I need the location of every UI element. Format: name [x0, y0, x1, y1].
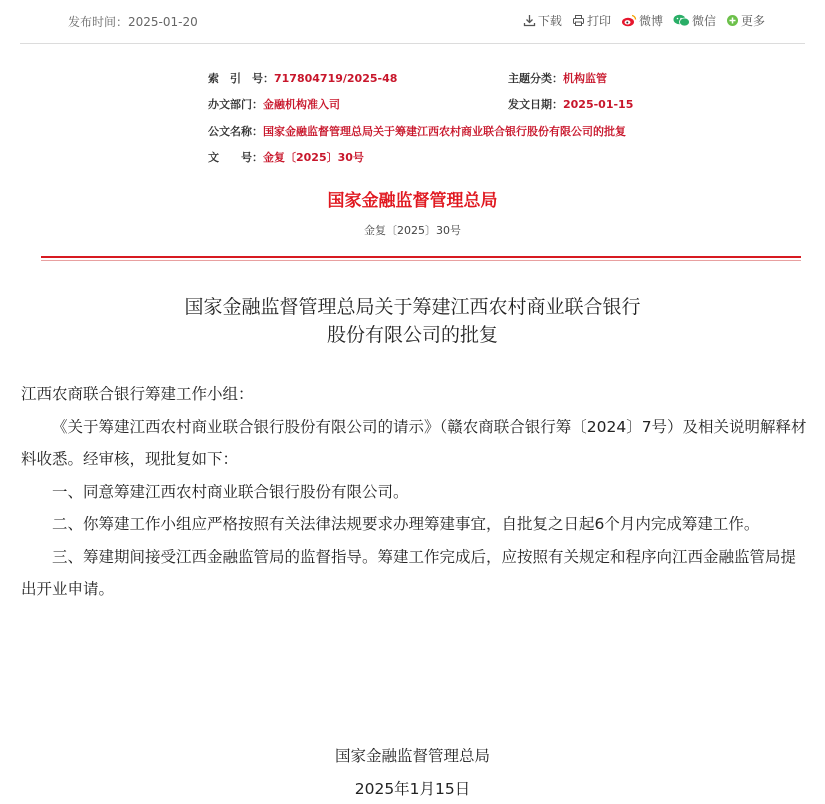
meta-docno-label: 文 号：: [208, 151, 263, 164]
weibo-share-button[interactable]: [621, 12, 663, 29]
meta-index-label: 索 引 号：: [208, 72, 274, 85]
issuer-heading: 国家金融监督管理总局: [327, 191, 498, 211]
title-line-2: 股份有限公司的批复: [326, 324, 498, 346]
body-paragraph-4: 三、筹建期间接受江西金融监管局的监督指导。筹建工作完成后，应按照有关规定和程序向江西金融监管局提出开业申请。: [21, 547, 797, 598]
meta-category-label: 主题分类：: [508, 72, 563, 85]
body-paragraph-1: 《关于筹建江西农村商业联合银行股份有限公司的请示》（赣农商联合银行筹〔2024〕7号）及相关说明解释材料收悉。经审核，现批复如下：: [21, 417, 807, 468]
meta-dept-label: 办文部门：: [208, 98, 263, 111]
meta-docno-row: [208, 149, 364, 165]
title-line-1: 国家金融监督管理总局关于筹建江西农村商业联合银行: [184, 296, 641, 318]
document-title: [0, 293, 825, 349]
weibo-icon: [621, 14, 637, 27]
plus-circle-icon: [726, 14, 739, 27]
download-button[interactable]: [523, 12, 562, 29]
document-body: [21, 378, 807, 606]
body-paragraph-3: 二、你筹建工作小组应严格按照有关法律法规要求办理筹建事宜，自批复之日起6个月内完成筹建工作。: [52, 515, 760, 533]
wechat-label: 微信: [691, 14, 716, 28]
meta-dept-row: [208, 96, 340, 112]
meta-name-label: 公文名称：: [208, 125, 263, 138]
meta-index-row: [208, 70, 397, 86]
meta-date-label: 发文日期：: [508, 98, 563, 111]
signature-date: 2025年1月15日: [354, 780, 471, 798]
download-label: 下载: [537, 14, 562, 28]
meta-category-row: [508, 70, 607, 86]
download-icon: [523, 14, 536, 27]
meta-date-row: [508, 96, 633, 112]
share-toolbar: [523, 12, 765, 29]
printer-icon: [572, 14, 585, 27]
meta-dept-value: 金融机构准入司: [263, 98, 340, 111]
signature-org: 国家金融监督管理总局: [334, 747, 490, 765]
top-bar: [20, 0, 805, 44]
body-paragraph-2: 一、同意筹建江西农村商业联合银行股份有限公司。: [52, 482, 409, 501]
salutation: 江西农商联合银行筹建工作小组：: [21, 385, 254, 403]
print-button[interactable]: [572, 12, 611, 29]
meta-date-value: 2025-01-15: [563, 98, 634, 111]
wechat-icon: [673, 14, 690, 27]
meta-category-value: 机构监管: [563, 72, 607, 85]
red-divider-thin: [41, 260, 801, 261]
publish-time: 发布时间：2025-01-20: [68, 15, 198, 29]
meta-index-value: 717804719/2025-48: [274, 72, 398, 85]
print-label: 打印: [586, 14, 611, 28]
red-divider: [41, 256, 801, 258]
more-share-button[interactable]: [726, 12, 765, 29]
wechat-share-button[interactable]: [673, 12, 716, 29]
meta-name-row: [208, 123, 626, 139]
meta-docno-value: 金复〔2025〕30号: [263, 151, 364, 164]
more-label: 更多: [740, 14, 765, 28]
document-number: 金复〔2025〕30号: [364, 224, 461, 237]
meta-name-value: 国家金融监督管理总局关于筹建江西农村商业联合银行股份有限公司的批复: [263, 125, 626, 138]
weibo-label: 微博: [638, 14, 663, 28]
